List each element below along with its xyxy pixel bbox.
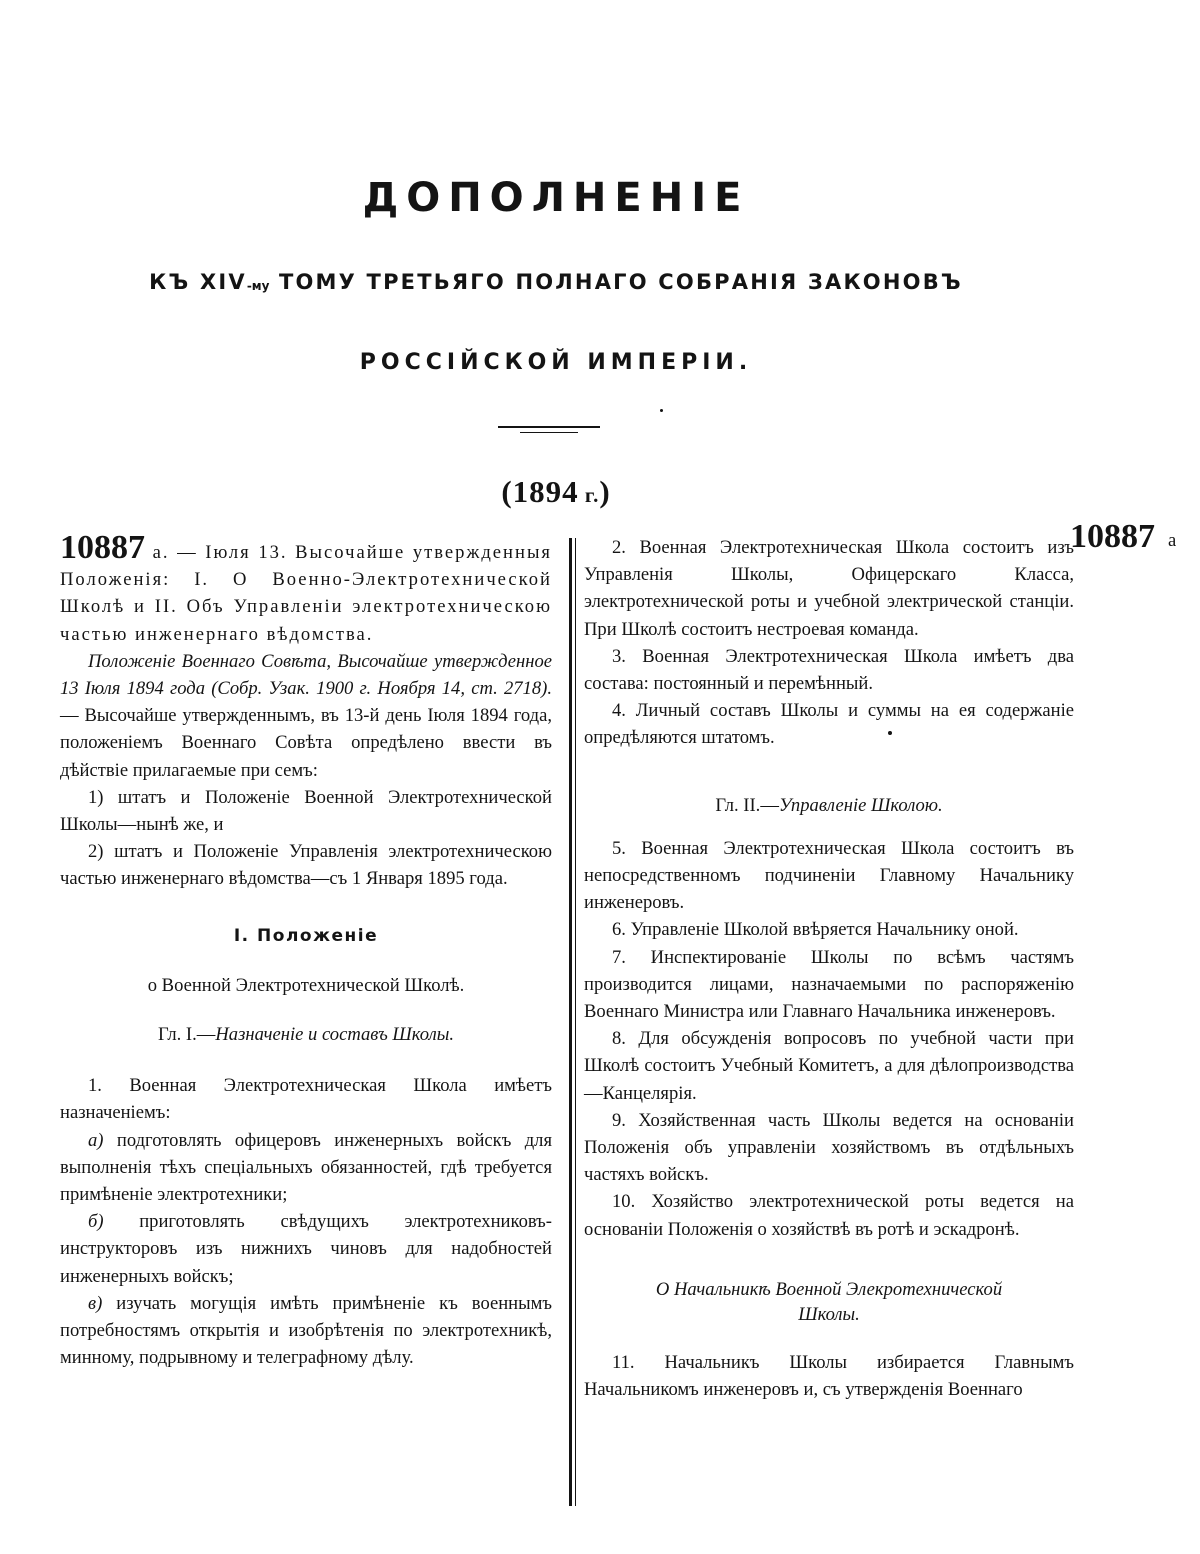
article-1b-text: приготовлять свѣдущихъ электротехниковъ-инструкторовъ изъ нижнихъ чиновъ для надобностей инженерныхъ войскъ; [60,1211,552,1287]
section-subtitle: о Военной Электротехнической Школѣ. [147,974,465,996]
entry-number: 10887 [60,529,145,566]
year-paren-open: ( [501,474,513,509]
chapter-1-title: Назначеніе и составъ Школы. [215,1024,454,1046]
article-9: 9. Хозяйственная часть Школы ведется на основаніи Положенія объ управленіи хозяйствомъ въ отдѣльныхъ частяхъ войскъ. [584,1109,1074,1186]
left-column [60,530,552,1371]
chapter-1-prefix: Гл. I.— [158,1024,216,1046]
chapter-2-prefix: Гл. II.— [715,794,779,816]
chapter-1-heading [60,1021,552,1048]
article-1a [60,1127,552,1209]
chief-heading-line-2: Школы. [798,1303,860,1325]
article-10: 10. Хозяйство электротехнической роты ведется на основаніи Положенія о хозяйствѣ въ ротѣ и эскадронѣ. [584,1191,1074,1240]
article-5: 5. Военная Электротехническая Школа состоитъ въ непосредственномъ подчиненіи Главному Начальнику инженеровъ. [584,837,1074,914]
entry-head-text: а. — Іюля 13. Высочайше утвержденныя Положенія: І. О Военно-Электротехнической Школѣ и ІІ. Объ Управленіи электротехническою частью инженернаго вѣдомства. [60,542,552,645]
article-7: 7. Инспектированіе Школы по всѣмъ частямъ производится лицами, назначаемыми по распоряженію Военнаго Министра или Главнаго Начальника инженеровъ. [584,946,1074,1023]
subtitle-prefix: КЪ XIV [149,270,247,294]
chief-heading-line-1: О Начальникѣ Военной Элекротехнической [655,1278,1003,1300]
column-divider [569,538,572,1506]
print-speck [660,409,663,412]
chapter-2-heading [584,792,1074,819]
article-1c [60,1290,552,1372]
section-title: I. Положеніе [233,925,379,946]
article-1c-mark: в) [88,1292,103,1314]
article-1a-text: подготовлять офицеровъ инженерныхъ войскъ для выполненія тѣхъ спеціальныхъ обязанностей, гдѣ требуется примѣненіе электротехники; [60,1129,552,1206]
ornamental-rule-thin [520,432,578,433]
chapter-2-title: Управленіе Школою. [778,794,943,816]
right-column [584,530,1074,1403]
article-11: 11. Начальникъ Школы избирается Главнымъ Начальникомъ инженеровъ и, съ утвержденія Военнаго [584,1351,1074,1401]
article-4: 4. Личный составъ Школы и суммы на ея содержаніе опредѣляются штатомъ. [584,700,1074,749]
year-number: 1894 [512,474,579,509]
article-6: 6. Управленіе Школой ввѣряется Начальнику оной. [612,919,1019,941]
item-1: 1) штатъ и Положеніе Военной Электротехнической Школы—нынѣ же, и [60,786,552,836]
ornamental-rule [498,426,600,428]
margin-entry-letter: а [1168,530,1177,551]
document-subtitle [0,270,1112,294]
article-1b-mark: б) [88,1211,104,1233]
article-2: 2. Военная Электротехническая Школа состоитъ изъ Управленія Школы, Офицерскаго Класса, электротехнической роты и учебной электрической станціи. При Школѣ состоитъ нестроевая команда. [584,537,1074,640]
document-subtitle-empire: РОССІЙСКОЙ ИМПЕРІИ. [359,350,753,375]
year-paren-close: ) [599,474,611,509]
article-1: 1. Военная Электротехническая Школа имѣетъ назначеніемъ: [60,1075,552,1124]
print-speck-right [888,731,892,735]
article-1a-mark: а) [88,1129,104,1151]
document-title: ДОПОЛНЕНІЕ [362,175,750,221]
article-8: 8. Для обсужденія вопросовъ по учебной части при Школѣ состоитъ Учебный Комитетъ, а для дѣлопроизводства—Канцелярія. [584,1028,1074,1104]
margin-entry-number: 10887 [1070,518,1155,555]
article-3: 3. Военная Электротехническая Школа имѣетъ два состава: постоянный и перемѣнный. [584,645,1074,695]
article-1b [60,1208,552,1290]
subtitle-superscript: -му [246,279,270,293]
subtitle-rest: ТОМУ ТРЕТЬЯГО ПОЛНАГО СОБРАНІЯ ЗАКОНОВЪ [269,270,963,294]
year-heading [0,474,1112,510]
article-1c-text: изучать могущія имѣть примѣненіе къ военнымъ потребностямъ открытія и изобрѣтенія по электротехникѣ, минному, подрывному и телеграфному дѣлу. [60,1292,552,1369]
intro-text: — Высочайше утвержденнымъ, въ 13-й день Іюля 1894 года, положеніемъ Военнаго Совѣта опредѣлено ввести въ дѣйствіе прилагаемые при семъ: [60,705,552,781]
entry-heading [60,529,552,648]
column-divider-thin [575,538,576,1506]
intro-paragraph [60,648,552,784]
intro-italic: Положеніе Военнаго Совѣта, Высочайше утвержденное 13 Іюля 1894 года (Собр. Узак. 1900 г. Ноября 14, ст. 2718). [60,650,552,700]
item-2: 2) штатъ и Положеніе Управленія электротехническою частью инженернаго вѣдомства—съ 1 Января 1895 года. [60,841,552,890]
year-suffix: г. [578,483,600,507]
